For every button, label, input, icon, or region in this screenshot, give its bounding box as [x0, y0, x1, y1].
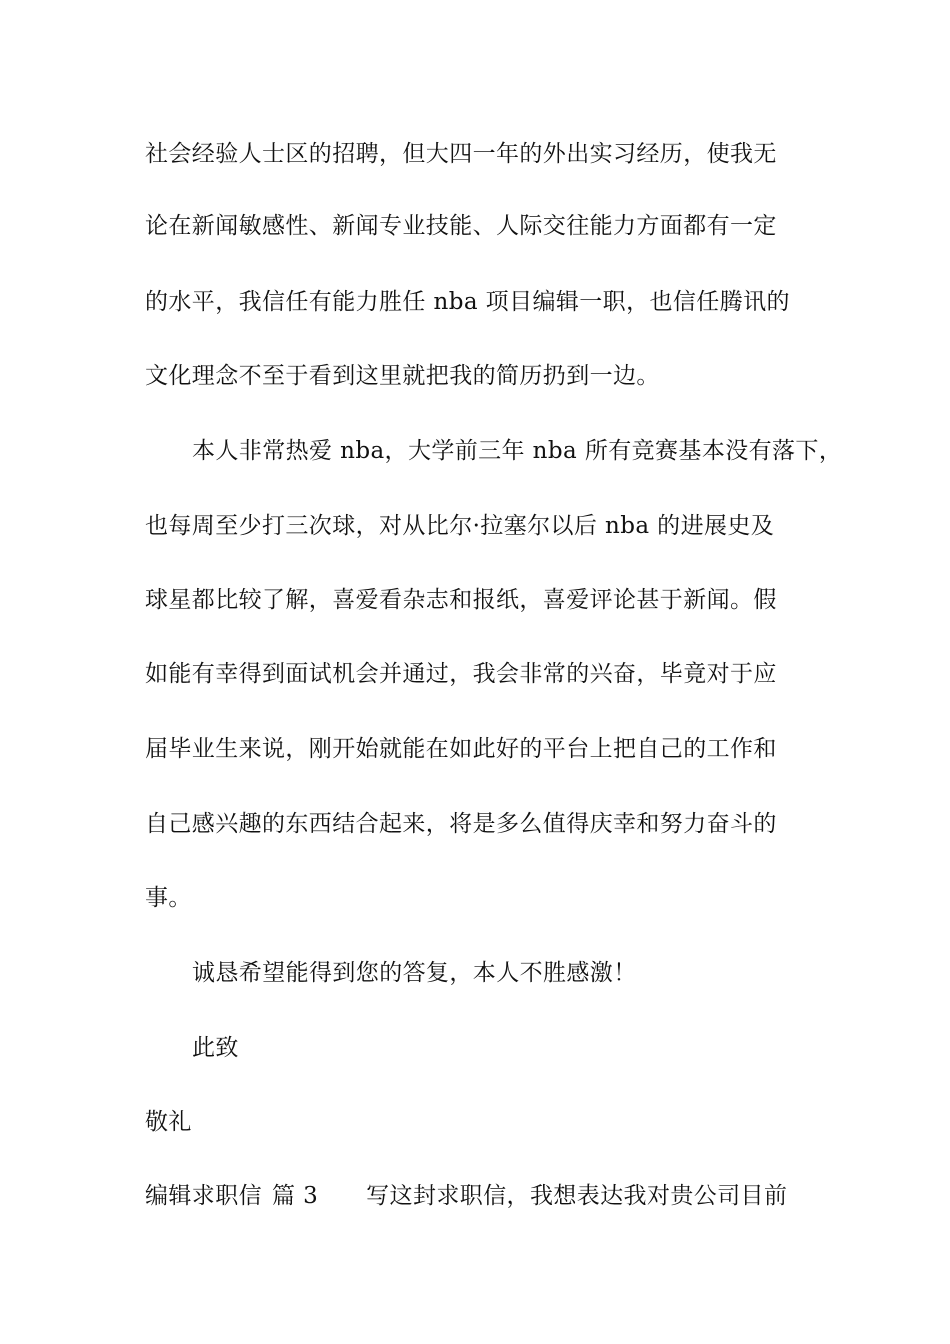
next-section-line	[145, 1181, 787, 1211]
salutation-cizhi: 此致	[192, 1035, 239, 1061]
next-section-title: 编辑求职信	[145, 1183, 262, 1209]
closing-wish: 诚恳希望能得到您的答复，本人不胜感激！	[192, 960, 637, 986]
paragraph-2-line-2: 也每周至少打三次球，对从比尔·拉塞尔以后 nba 的进展史及	[145, 513, 775, 539]
paragraph-2-line-6: 自己感兴趣的东西结合起来，将是多么值得庆幸和努力奋斗的	[145, 811, 777, 837]
paragraph-2-line-5: 届毕业生来说，刚开始就能在如此好的平台上把自己的工作和	[145, 736, 777, 762]
paragraph-2-line-7: 事。	[145, 885, 192, 911]
next-section-text: 写这封求职信，我想表达我对贵公司目前	[366, 1183, 788, 1209]
next-section-number: 篇 3	[272, 1183, 319, 1209]
paragraph-2-line-1: 本人非常热爱 nba，大学前三年 nba 所有竞赛基本没有落下，	[192, 438, 843, 464]
paragraph-2-line-3: 球星都比较了解，喜爱看杂志和报纸，喜爱评论甚于新闻。假	[145, 587, 777, 613]
paragraph-1-line-3: 的水平，我信任有能力胜任 nba 项目编辑一职，也信任腾讯的	[145, 289, 790, 315]
paragraph-1-line-4: 文化理念不至于看到这里就把我的简历扔到一边。	[145, 363, 660, 389]
paragraph-1-line-1: 社会经验人士区的招聘，但大四一年的外出实习经历，使我无	[145, 141, 777, 167]
paragraph-2-line-4: 如能有幸得到面试机会并通过，我会非常的兴奋，毕竟对于应	[145, 661, 777, 687]
paragraph-1-line-2: 论在新闻敏感性、新闻专业技能、人际交往能力方面都有一定	[145, 213, 777, 239]
salutation-jingli: 敬礼	[145, 1109, 192, 1135]
